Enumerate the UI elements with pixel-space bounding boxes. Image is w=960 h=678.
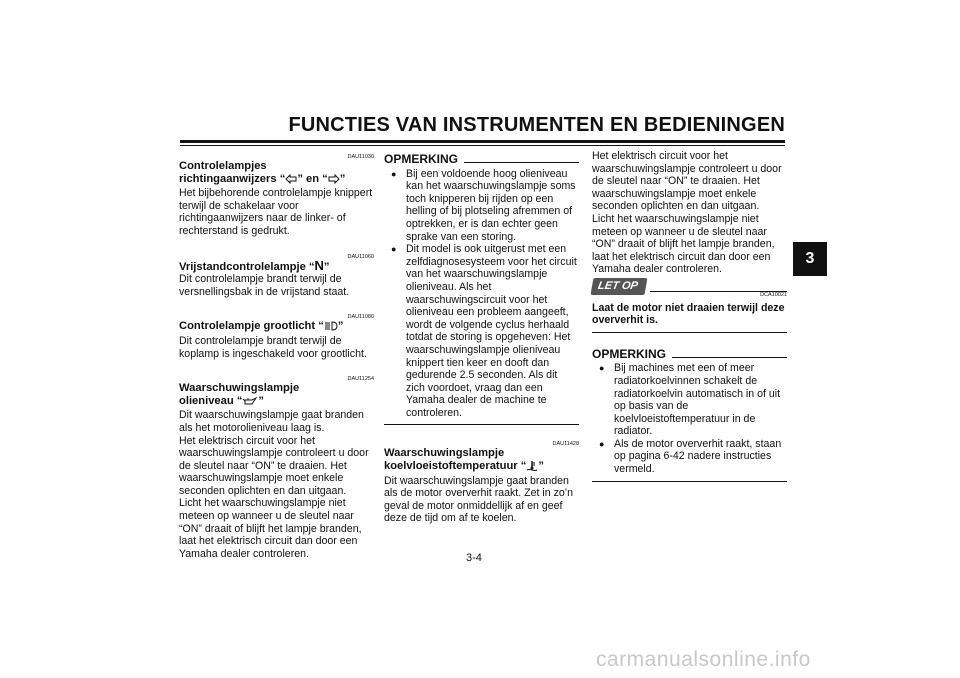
section-body: Dit waarschuwingslampje gaat branden als het motorolieniveau laag is.: [179, 409, 364, 434]
section-code: DAU11060: [347, 253, 374, 260]
note-list: [592, 362, 787, 475]
note-heading: [384, 153, 579, 166]
note-heading: [592, 348, 787, 361]
section-title-coolant: Waarschuwingslampje koelvloeistoftemperatuur “ ”: [384, 447, 579, 474]
header-rule-thin: [180, 145, 785, 146]
note-label: OPMERKING: [592, 346, 667, 361]
column-2: [384, 150, 579, 525]
oil-can-icon: [242, 396, 258, 410]
section-body: Licht het waarschuwingslampje niet meteen op wanneer u de sleutel naar “ON” draait of blijft het lampje branden, laat het elektrisch circuit dan door een Yamaha dealer controleren.: [592, 212, 775, 276]
section-title-neutral: Vrijstandcontrolelampje “N”: [179, 257, 330, 273]
list-item: ● Dit model is ook uitgerust met een zelfdiagnosesysteem voor het circuit van het waarschuwingslampje olieniveau. Als het waarschuwingscircuit voor het olieniveau een probleem aangeeft, wordt de volgende cyclus herhaald totdat de storing is opgeheven: Het waarschuwingslampje olieniveau knippert tien keer en dooft dan gedurende 2.5 seconden. Als dit zich voordoet, vraag dan een Yamaha dealer de machine te controleren.: [384, 243, 579, 419]
turn-right-icon: [328, 174, 340, 188]
section-body: Dit controlelampje brandt terwijl de versnellingsbak in de vrijstand staat.: [179, 273, 350, 298]
section-body: Licht het waarschuwingslampje niet meteen op wanneer u de sleutel naar “ON” draait of blijft het lampje branden, laat het elektrisch circuit dan door een Yamaha dealer controleren.: [179, 497, 362, 560]
page-header-title: FUNCTIES VAN INSTRUMENTEN EN BEDIENINGEN: [288, 114, 785, 136]
section-body: Het elektrisch circuit voor het waarschuwingslampje controleert u door de sleutel naar “ON” te draaien. Het waarschuwingslampje moet enkele seconden oplichten en dan uitgaan.: [592, 150, 782, 213]
caution-text: Laat de motor niet draaien terwijl deze oververhit is.: [592, 301, 785, 327]
caution-badge: LET OP: [591, 278, 648, 295]
page-number: 3-4: [466, 552, 482, 564]
column-1: [179, 150, 374, 560]
turn-left-icon: [285, 174, 297, 188]
section-title-high-beam: Controlelampje grootlicht “ ”: [179, 320, 374, 335]
list-item: ● Als de motor oververhit raakt, staan op pagina 6-42 nadere instructies vermeld.: [592, 438, 787, 476]
section-code: DAU11030: [347, 154, 374, 160]
watermark: carmanualsonline.info: [596, 648, 811, 671]
section-body: Dit waarschuwingslampje gaat branden als de motor oververhit raakt. Zet in zo’n geval de motor onmiddellijk af en geef deze de tijd om af te koelen.: [384, 474, 574, 525]
chapter-tab: 3: [793, 242, 827, 276]
section-code: DAU11428: [552, 441, 579, 448]
list-item: ● Bij machines met een of meer radiatorkoelvinnen schakelt de radiatorkoelvin automatisch in of uit op basis van de koelvloeistoftemperatuur in de radiator.: [592, 362, 787, 438]
section-body: Dit controlelampje brandt terwijl de koplamp is ingeschakeld voor grootlicht.: [179, 334, 367, 360]
section-code: DCA10021: [760, 291, 787, 298]
note-end-rule: [592, 481, 787, 482]
neutral-icon: N: [314, 257, 324, 273]
section-title-turn-signal: Controlelampjes richtingaanwijzers “ ” en “ ”: [179, 160, 374, 187]
section-body: Het bijbehorende controlelampje knippert terwijl de schakelaar voor richtingaanwijzers naar de linker- of rechterstand is gedrukt.: [179, 187, 373, 237]
section-body: Het elektrisch circuit voor het waarschuwingslampje controleert u door de sleutel naar “ON” te draaien. Het waarschuwingslampje moet enkele seconden oplichten en dan uitgaan.: [179, 434, 369, 497]
column-3: [592, 150, 787, 482]
header-rule-thick: [180, 140, 785, 143]
note-label: OPMERKING: [384, 152, 459, 166]
high-beam-icon: [324, 321, 338, 335]
section-code: DAU11080: [347, 314, 374, 321]
note-list: [384, 168, 579, 420]
coolant-temp-icon: [526, 460, 538, 475]
section-code: DAU11254: [347, 376, 374, 383]
list-item: ● Bij een voldoende hoog olieniveau kan het waarschuwingslampje soms toch knipperen bij rijden op een helling of bij plotseling afremmen of optrekken, er is dan echter geen sprake van een storing.: [384, 168, 579, 244]
section-title-oil-level: Waarschuwingslampje olieniveau “ ”: [179, 382, 374, 409]
